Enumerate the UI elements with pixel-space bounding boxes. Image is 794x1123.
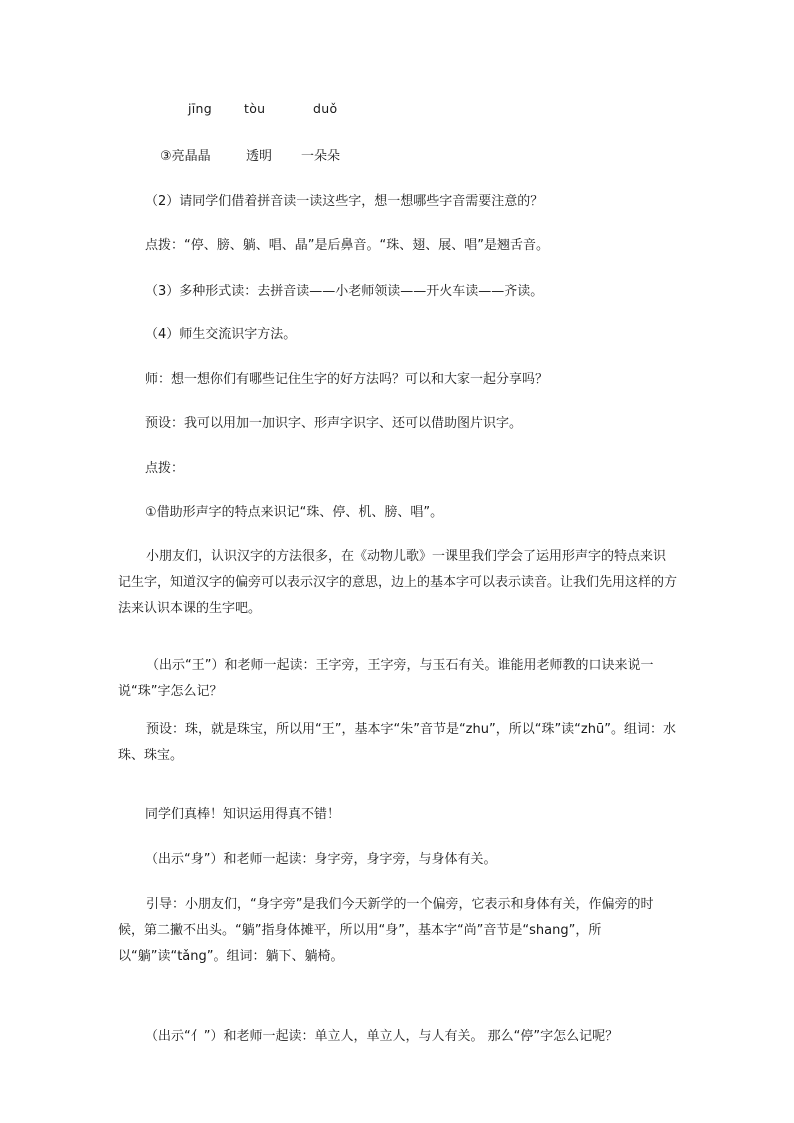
praise-line: 同学们真棒！知识运用得真不错！	[145, 807, 341, 822]
paragraph-method-intro: 小朋友们，认识汉字的方法很多，在《动物儿歌》一课里我们学会了运用形声字的特点来识记生字，知道汉字的偏旁可以表示汉字的意思，边上的基本字可以表示读音。让我们先用这样的方法来认识本课的生字吧。	[118, 549, 678, 616]
question-3: （3）多种形式读：去拼音读——小老师领读——开火车读——齐读。	[145, 284, 544, 299]
pinyin-tou: tòu	[244, 101, 266, 116]
paragraph-zhu-preset: 预设：珠，就是珠宝，所以用“王”，基本字“朱”音节是“zhu”，所以“珠”读“zhū”。组词：水珠、珠宝。	[118, 722, 676, 763]
word-touming: 透明	[246, 149, 273, 164]
pinyin-jing: jīng	[188, 101, 213, 116]
paragraph-shen-guide: 引导：小朋友们，“身字旁”是我们今天新学的一个偏旁，它表示和身体有关，作偏旁的时候，第二撇不出头。“躺”指身体摊平，所以用“身”，基本字“尚”音节是“shang”，所以“躺”读“tǎng”。组词：躺下、躺椅。	[118, 897, 654, 964]
question-2: （2）请同学们借着拼音读一读这些字，想一想哪些字音需要注意的？	[145, 194, 544, 209]
ren-radical-line: （出示“亻”）和老师一起读：单立人，单立人，与人有关。 那么“停”字怎么记呢？	[145, 1029, 619, 1044]
hint-nasal-sounds: 点拨：“停、膀、躺、唱、晶”是后鼻音。“珠、翅、展、唱”是翘舌音。	[145, 238, 549, 253]
hint-label: 点拨：	[145, 461, 185, 476]
hint-item-1: ①借助形声字的特点来识记“珠、停、机、膀、唱”。	[145, 505, 444, 520]
teacher-question: 师：想一想你们有哪些记住生字的好方法吗？可以和大家一起分享吗？	[145, 372, 549, 387]
question-4: （4）师生交流识字方法。	[145, 327, 297, 342]
preset-answer: 预设：我可以用加一加识字、形声字识字、还可以借助图片识字。	[145, 416, 523, 431]
paragraph-wang-radical: （出示“王”）和老师一起读：王字旁，王字旁，与玉石有关。谁能用老师教的口诀来说一说“珠”字怎么记？	[118, 658, 654, 699]
pinyin-duo: duǒ	[313, 101, 338, 116]
shen-radical-line: （出示“身”）和老师一起读：身字旁，身字旁，与身体有关。	[145, 852, 497, 867]
word-yiduoduo: 一朵朵	[301, 149, 341, 164]
word-liangjingjing: ③亮晶晶	[160, 149, 211, 164]
